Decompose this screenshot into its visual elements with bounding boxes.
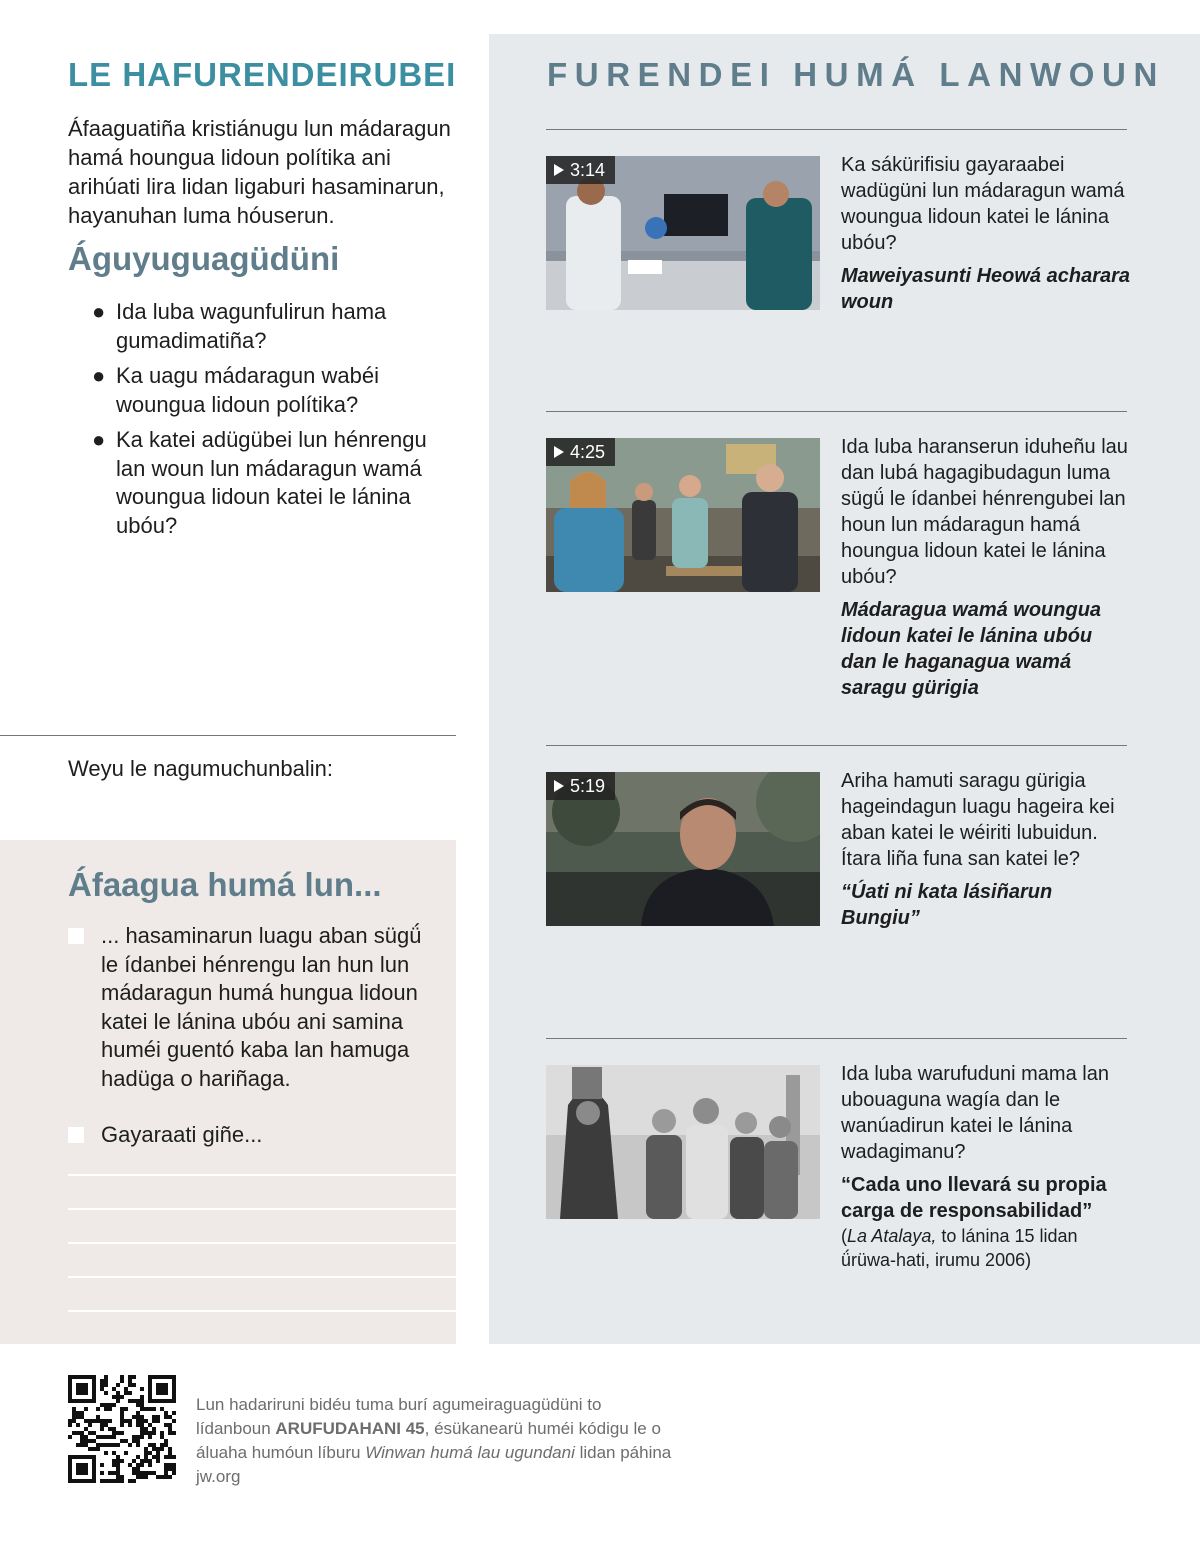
divider — [0, 735, 456, 736]
writing-line — [68, 1310, 456, 1312]
question-item — [92, 298, 452, 355]
divider — [546, 1038, 1127, 1039]
page-title: LE HAFURENDEIRUBEI — [68, 56, 457, 93]
video-title[interactable]: “Úati ni kata lásiñarun Bungiu” — [841, 881, 1053, 929]
divider — [546, 745, 1127, 746]
citation-detail: to lánina 15 lidan ǘrüwa-hati, irumu 2006) — [841, 1226, 1078, 1270]
article-info — [841, 1061, 1131, 1272]
question-text: Ka uagu mádaragun wabéi woungua lidoun polítika? — [116, 363, 379, 417]
writing-line — [68, 1174, 456, 1176]
question-item — [92, 426, 452, 540]
article-title[interactable]: “Cada uno llevará su propia carga de responsabilidad” — [841, 1174, 1107, 1222]
article-illustration — [546, 1065, 820, 1219]
try-heading: Áfaagua humá lun... — [68, 866, 382, 903]
video-thumbnail[interactable] — [546, 156, 820, 310]
play-icon — [554, 164, 564, 176]
video-title[interactable]: Mádaragua wamá woungua lidoun katei le lánina ubóu dan le haganagua wamá saragu gürigia — [841, 599, 1102, 699]
bullet-icon: ● — [92, 363, 106, 388]
video-title[interactable]: Maweiyasunti Heowá acharara woun — [841, 265, 1131, 313]
qr-code-image — [68, 1375, 176, 1483]
question-item — [92, 362, 452, 419]
footer-text: Lun hadariruni bidéu tuma burí agumeiraguagüdüni to lídanboun ARUFUDAHANI 45, ésükanearü huméi kódigu le o áluaha humóun líburu Winwan humá lau ugundani lidan páhina jw.org — [196, 1395, 672, 1486]
video-info — [841, 152, 1131, 315]
try-item — [68, 1121, 438, 1150]
video-duration: 4:25 — [546, 438, 615, 466]
writing-line — [68, 1208, 456, 1210]
questions-list — [92, 298, 452, 547]
video-question: Ida luba haranserun iduheñu lau dan lubá hagagibudagun luma sügǘ le ídanbei hénrengubei lan houn lun mádaragun hamá houngua lidoun katei le lánina ubóu? — [841, 436, 1128, 588]
bullet-icon: ● — [92, 299, 106, 324]
questions-heading: Águyuguagüdüni — [68, 240, 340, 277]
video-thumbnail[interactable] — [546, 438, 820, 592]
try-item-text: Gayaraati giñe... — [101, 1122, 263, 1147]
notes-label: Weyu le nagumuchunbalin: — [68, 756, 333, 781]
video-thumbnail[interactable] — [546, 772, 820, 926]
try-item-text: ... hasaminarun luagu aban sügǘ le ídanbei hénrengu lan hun lun mádaragun humá hungua lidoun katei le lánina ubóu ani samina huméi guentó kaba lan hamuga hadüga o hariñaga. — [101, 923, 422, 1091]
video-duration: 3:14 — [546, 156, 615, 184]
video-info — [841, 434, 1131, 701]
divider — [546, 411, 1127, 412]
bullet-icon: ● — [92, 427, 106, 452]
play-icon — [554, 780, 564, 792]
video-question: Ka sákürifisiu gayaraabei wadügüni lun mádaragun wamá woungua lidoun katei le lánina ubóu? — [841, 154, 1125, 254]
video-question: Ariha hamuti saragu gürigia hageindagun luagu hageira kei aban katei le wéiriti lubuidun. Ítara liña funa san katei le? — [841, 770, 1115, 870]
illustration-image — [546, 1065, 820, 1219]
video-info — [841, 768, 1131, 931]
footer-lesson-ref: ARUFUDAHANI 45 — [275, 1419, 425, 1438]
video-duration: 5:19 — [546, 772, 615, 800]
divider — [546, 129, 1127, 130]
try-item — [68, 922, 438, 1093]
intro-paragraph: Áfaaguatiña kristiánugu lun mádaragun hamá houngua lidoun polítika ani arihúati lira lidan ligaburi hasaminarun, hayanuhan luma hóuserun. — [68, 116, 451, 228]
article-question: Ida luba warufuduni mama lan ubouaguna wagía dan le wanúadirun katei le lánina wadagimanu? — [841, 1063, 1109, 1163]
videos-heading: FURENDEI HUMÁ LANWOUN — [547, 56, 1165, 93]
writing-line — [68, 1276, 456, 1278]
question-text: Ida luba wagunfulirun hama gumadimatiña? — [116, 299, 387, 353]
play-icon — [554, 446, 564, 458]
qr-code[interactable] — [68, 1375, 176, 1483]
checkbox[interactable] — [68, 1127, 84, 1143]
question-text: Ka katei adügübei lun hénrengu lan woun lun mádaragun wamá woungua lidoun katei le lánina ubóu? — [116, 427, 427, 538]
footer-book-title: Winwan humá lau ugundani — [365, 1443, 575, 1462]
citation-source: La Atalaya, — [847, 1226, 937, 1246]
article-citation: (La Atalaya, to lánina 15 lidan ǘrüwa-hati, irumu 2006) — [841, 1226, 1078, 1270]
checkbox[interactable] — [68, 928, 84, 944]
writing-line — [68, 1242, 456, 1244]
